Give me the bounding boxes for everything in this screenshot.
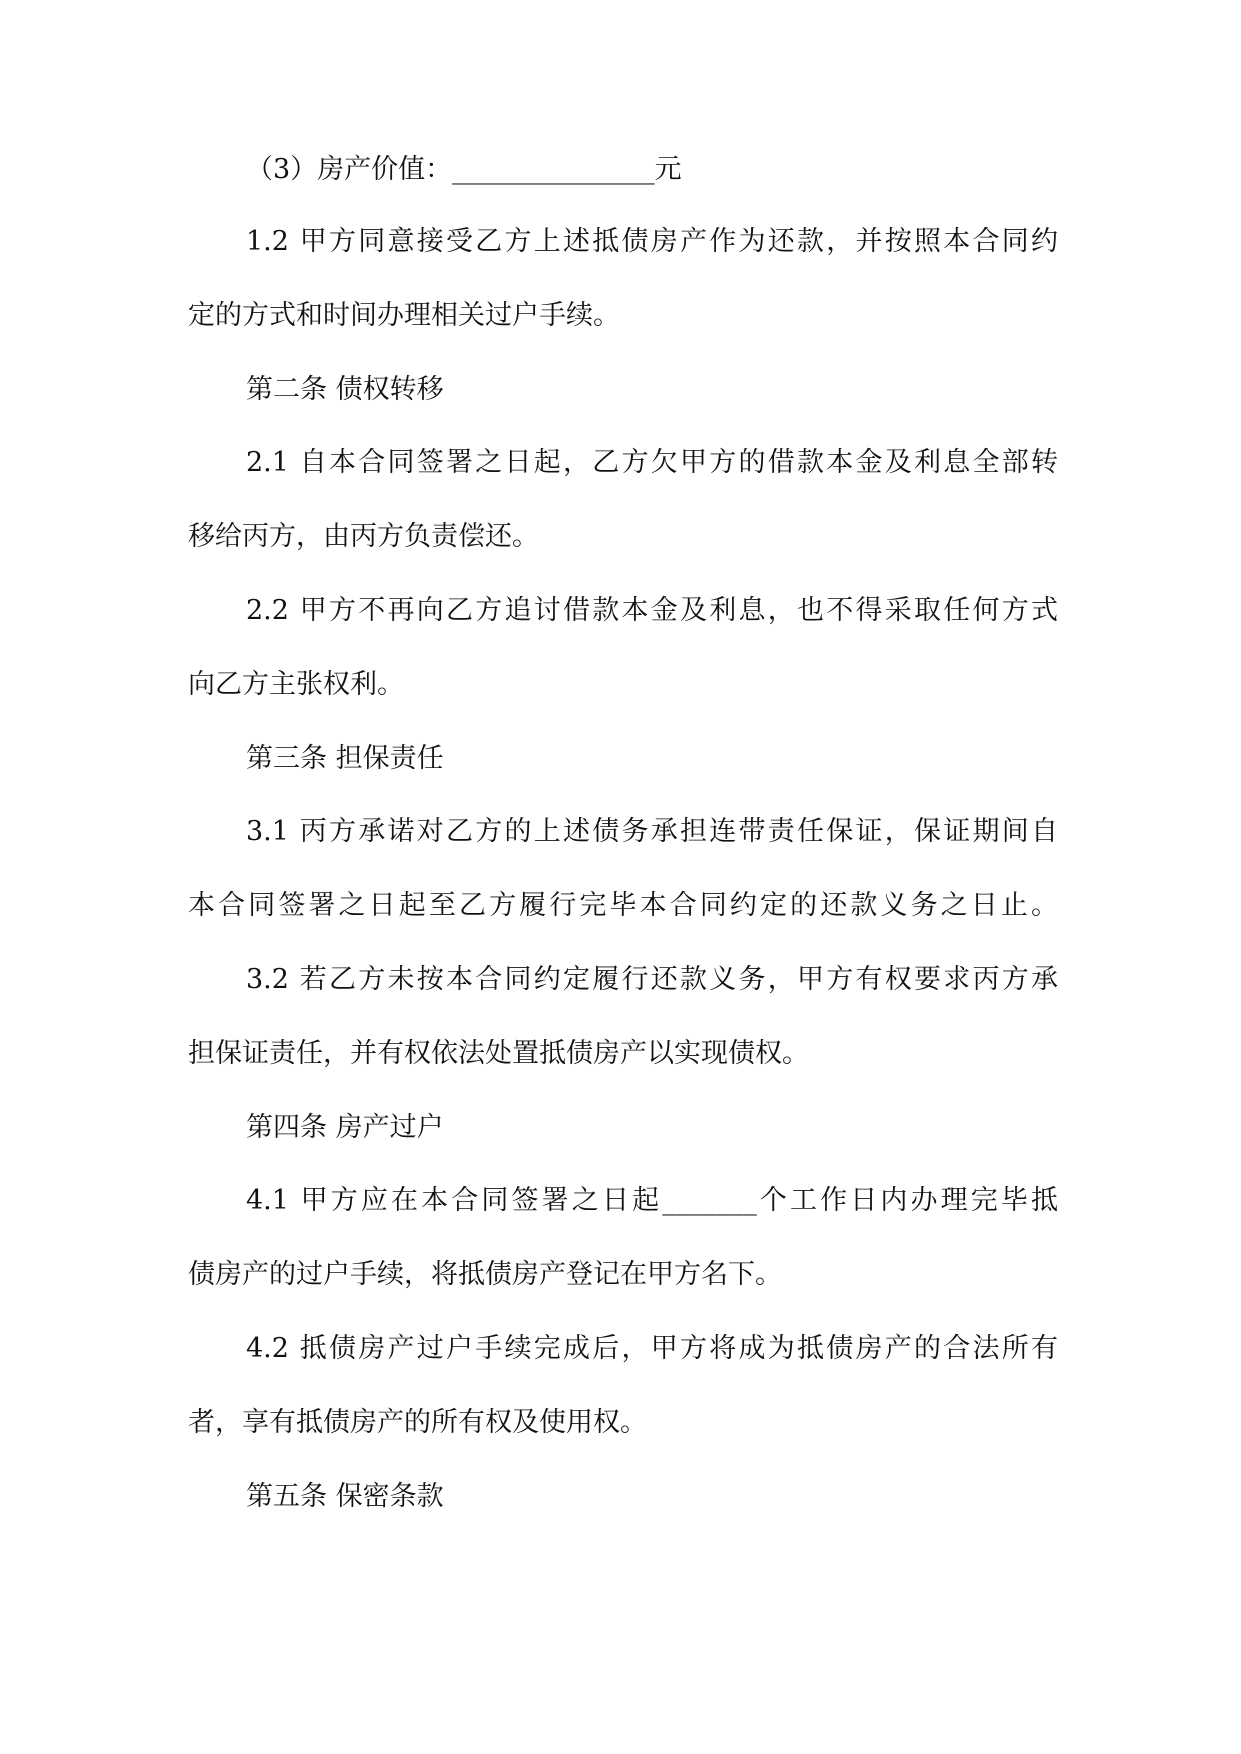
- clause-4-2-line-1: 4.2 抵债房产过户手续完成后，甲方将成为抵债房产的合法所有: [246, 1333, 1058, 1364]
- article-2-heading: 第二条 债权转移: [246, 374, 444, 405]
- article-4-heading: 第四条 房产过户: [246, 1112, 444, 1143]
- property-value-line: （3）房产价值：_______________元: [246, 154, 682, 185]
- clause-3-2-line-2: 担保证责任，并有权依法处置抵债房产以实现债权。: [188, 1038, 809, 1069]
- clause-1-2-line-1: 1.2 甲方同意接受乙方上述抵债房产作为还款，并按照本合同约: [246, 226, 1058, 257]
- article-5-heading: 第五条 保密条款: [246, 1481, 444, 1512]
- clause-4-1-line-2: 债房产的过户手续，将抵债房产登记在甲方名下。: [188, 1259, 782, 1290]
- article-3-heading: 第三条 担保责任: [246, 743, 444, 774]
- clause-2-2-line-1: 2.2 甲方不再向乙方追讨借款本金及利息，也不得采取任何方式: [246, 595, 1058, 626]
- clause-2-1-line-1: 2.1 自本合同签署之日起，乙方欠甲方的借款本金及利息全部转: [246, 447, 1058, 478]
- clause-2-1-line-2: 移给丙方，由丙方负责偿还。: [188, 521, 539, 552]
- clause-3-1-line-1: 3.1 丙方承诺对乙方的上述债务承担连带责任保证，保证期间自: [246, 816, 1058, 847]
- clause-3-1-line-2: 本合同签署之日起至乙方履行完毕本合同约定的还款义务之日止。: [188, 890, 1058, 921]
- clause-4-2-line-2: 者，享有抵债房产的所有权及使用权。: [188, 1407, 647, 1438]
- clause-4-1-line-1: 4.1 甲方应在本合同签署之日起_______个工作日内办理完毕抵: [246, 1185, 1058, 1216]
- clause-3-2-line-1: 3.2 若乙方未按本合同约定履行还款义务，甲方有权要求丙方承: [246, 964, 1058, 995]
- clause-2-2-line-2: 向乙方主张权利。: [188, 669, 404, 700]
- clause-1-2-line-2: 定的方式和时间办理相关过户手续。: [188, 300, 620, 331]
